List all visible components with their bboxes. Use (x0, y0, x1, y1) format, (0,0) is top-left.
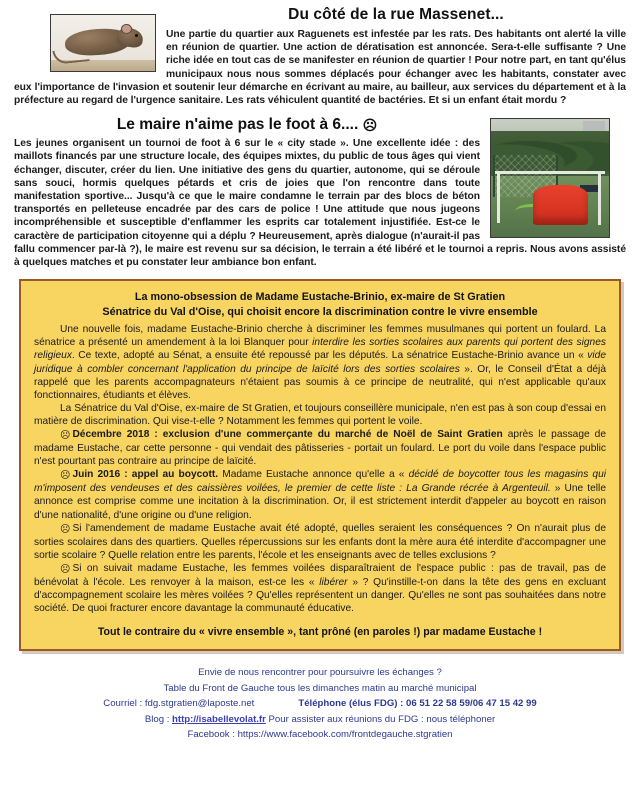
highlight-paragraph-5 (34, 522, 606, 562)
highlight-box-heading-line-2: Sénatrice du Val d'Oise, qui choisit encore la discrimination contre le vivre ensemble (102, 305, 538, 318)
p1-part-c: ». Or, le Conseil d'État a déjà rappelé que les parents accompagnateurs n'étaient pas soumis à ce principe de neutralité, qui n'est applicable qu'aux fonctionnaires, étudiants et élèves. (34, 363, 606, 401)
article-two-body: Les jeunes organisent un tournoi de foot à 6 sur le « city stade ». Une excellente idée : des maillots financés par une structure locale, des équipes mixtes, du public de tous âges qui vient échanger, discuter, créer du lien. Une initiative des gens du quartier, autonome, qui se déroule sans souci, hormis quelques pétards et cris de joies que l'on rencontre dans toute manifestation sportive... Jusqu'à ce que le maire condamne le terrain par des blocs de béton transportés en pelleteuse encadrée par des cars de police ! Une attitude que nous jugeons incompréhensible et susceptible d'enflammer les esprits car totalement injustifiée. Est-ce le caractère de participation citoyenne qui a déplu ? Heureusement, après dialogue (n'aurait-il pas fallu commencer par-là ?), le maire est revenu sur sa décision, le terrain a été libéré et le tournoi a repris. Nous avons assisté à quelques matches et pu constater leur ambiance bon enfant. (14, 138, 626, 269)
p4-part-a: Madame Eustache annonce qu'elle a « (218, 469, 409, 481)
photo-red-concrete-block (533, 185, 587, 225)
highlight-box-eustache-brinio (19, 279, 621, 651)
p1-part-a: Une nouvelle fois, madame Eustache-Brinio cherche à discriminer les femmes musulmanes qui portent un foulard. La sénatrice a présenté un amendement à la loi Blanquer pour (34, 324, 606, 349)
p3-rest: après le passage de madame Eustache, car cette personne - qui vendait des pâtisseries - portait un foulard. Le port du voile dans l'espace public n'est pourtant pas contraire au principe de laïcité. (34, 429, 606, 468)
p6-part-b: » ? Qu'instille-t-on dans la tête des gens en excluant d'accompagnement scolaire les mères voilées ? Qu'elles représentent un danger. Qu'elles ne sont pas souhaitées dans notre société. De quoi fracturer encore davantage la communauté éducative. (34, 577, 606, 615)
highlight-box-heading (34, 290, 606, 319)
rat-eye-shape (135, 34, 138, 37)
footer-contact-line (14, 696, 626, 712)
highlight-box-closing-statement: Tout le contraire du « vivre ensemble », tant prôné (en paroles !) par madame Eustache ! (97, 626, 543, 639)
footer-invite-line: Envie de nous rencontrer pour poursuivre les échanges ? (198, 667, 442, 679)
contact-footer (14, 665, 626, 743)
highlight-paragraph-2: La Sénatrice du Val d'Oise, ex-maire de St Gratien, et toujours conseillère municipale, n'en est pas à son coup d'essai en matière de discrimination. Qui vise-t-elle ? Notamment les femmes qui portent le voile. (34, 402, 606, 427)
footer-blog-label: Blog : (144, 713, 173, 725)
city-stade-photo (490, 118, 610, 238)
p1-part-b: . Ce texte, adopté au Sénat, a ensuite été repoussé par les députés. La sénatrice Eustache-Brinio avance un « (71, 350, 588, 362)
footer-facebook-line: Facebook : https://www.facebook.com/frontdegauche.stgratien (187, 729, 453, 741)
p4-italic-quote: décidé de boycotter tous les magasins qui m'imposent des vendeuses et des caissières voilées, le premier de cette liste : La Grande récrée à Argenteuil. (34, 469, 607, 495)
p1-italic-1: interdire les sorties scolaires aux parents qui portent des signes religieux (34, 337, 606, 362)
rat-photo (50, 14, 156, 72)
p6-part-a: Si on suivait madame Eustache, les femmes voilées disparaîtraient de l'espace public : pas de travail, pas de bénévolat à l'école. Les renvoyer à la maison, est-ce les « (34, 562, 606, 589)
footer-blog-line (14, 712, 626, 728)
p5-text: Si l'amendement de madame Eustache avait été adopté, quelles seraient les conséquences ? On n'aurait plus de sorties scolaires dans des quartiers. Quelles répercussions sur les enfants dont la mère aura été interdite d'accompagner une sortie scolaire ? Quelle relation entre les parents, l'école et les enseignants avec de telles exclusions ? (34, 522, 606, 561)
photo-goal-post-left (497, 171, 500, 223)
photo-goal-crossbar (495, 171, 605, 174)
blog-link[interactable]: http://isabellevolat.fr (172, 713, 266, 725)
footer-phone: Téléphone (élus FDG) : 06 51 22 58 59/06 47 15 42 99 (298, 698, 537, 710)
p3-bold-lead: Décembre 2018 : exclusion d'une commerçante du marché de Noël de Saint Gratien (72, 429, 503, 440)
photo-goal-post-right (598, 171, 601, 225)
highlight-paragraph-3 (34, 428, 606, 468)
rat-ear-shape (121, 24, 132, 34)
p4-bold-lead: Juin 2016 : appel au boycott. (72, 469, 219, 481)
article-one-title: Du côté de la rue Massenet... (288, 6, 504, 23)
p6-italic: libérer (319, 577, 348, 589)
article-foot-a-6 (14, 116, 626, 269)
footer-email: Courriel : fdg.stgratien@laposte.net (103, 698, 255, 710)
sad-face-bullet-icon: ☹ (60, 430, 71, 441)
article-two-title-text: Le maire n'aime pas le foot à 6.... (116, 116, 359, 134)
sad-face-bullet-icon: ☹ (60, 563, 71, 575)
highlight-paragraph-1 (34, 323, 606, 402)
sad-face-bullet-icon: ☹ (60, 470, 71, 482)
article-one-body: Une partie du quartier aux Raguenets est infestée par les rats. Des habitants ont alerté la ville en réunion de quartier. Une action de dératisation est annoncée. Sera-t-elle suffisante ? Une riche idée en tout cas de se manifester en réunion de quartier ! Pour notre part, en tant qu'élus municipaux nous nous sommes déplacés pour échanger avec les habitants, constater avec eux l'importance de l'invasion et soutenir leur démarche en écrivant au maire, au bailleur, aux services du département et à la préfecture au regard de l'urgence sanitaire. Les rats véhiculent quantité de bactéries. Et si un enfant était mordu ? (14, 29, 626, 107)
article-rue-massenet (14, 0, 626, 107)
sad-face-icon: ☹ (362, 117, 378, 134)
p4-part-b: » Une telle annonce est comprise comme une incitation à la discrimination. Or, il est strictement interdit d'appeler au boycott en raison d'une nationalité, d'une origine ou d'une religion. (34, 483, 606, 521)
footer-table-line: Table du Front de Gauche tous les dimanches matin au marché municipal (163, 682, 477, 694)
sad-face-bullet-icon: ☹ (60, 523, 71, 535)
p1-italic-2: vide juridique à combler concernant l'application du principe de laïcité lors des sorties scolaires (34, 350, 606, 375)
highlight-paragraph-4 (34, 468, 606, 521)
footer-blog-note: Pour assister aux réunions du FDG : nous téléphoner (265, 713, 496, 725)
highlight-paragraph-6 (34, 562, 606, 615)
highlight-box-heading-line-1: La mono-obsession de Madame Eustache-Brinio, ex-maire de St Gratien (134, 291, 506, 304)
